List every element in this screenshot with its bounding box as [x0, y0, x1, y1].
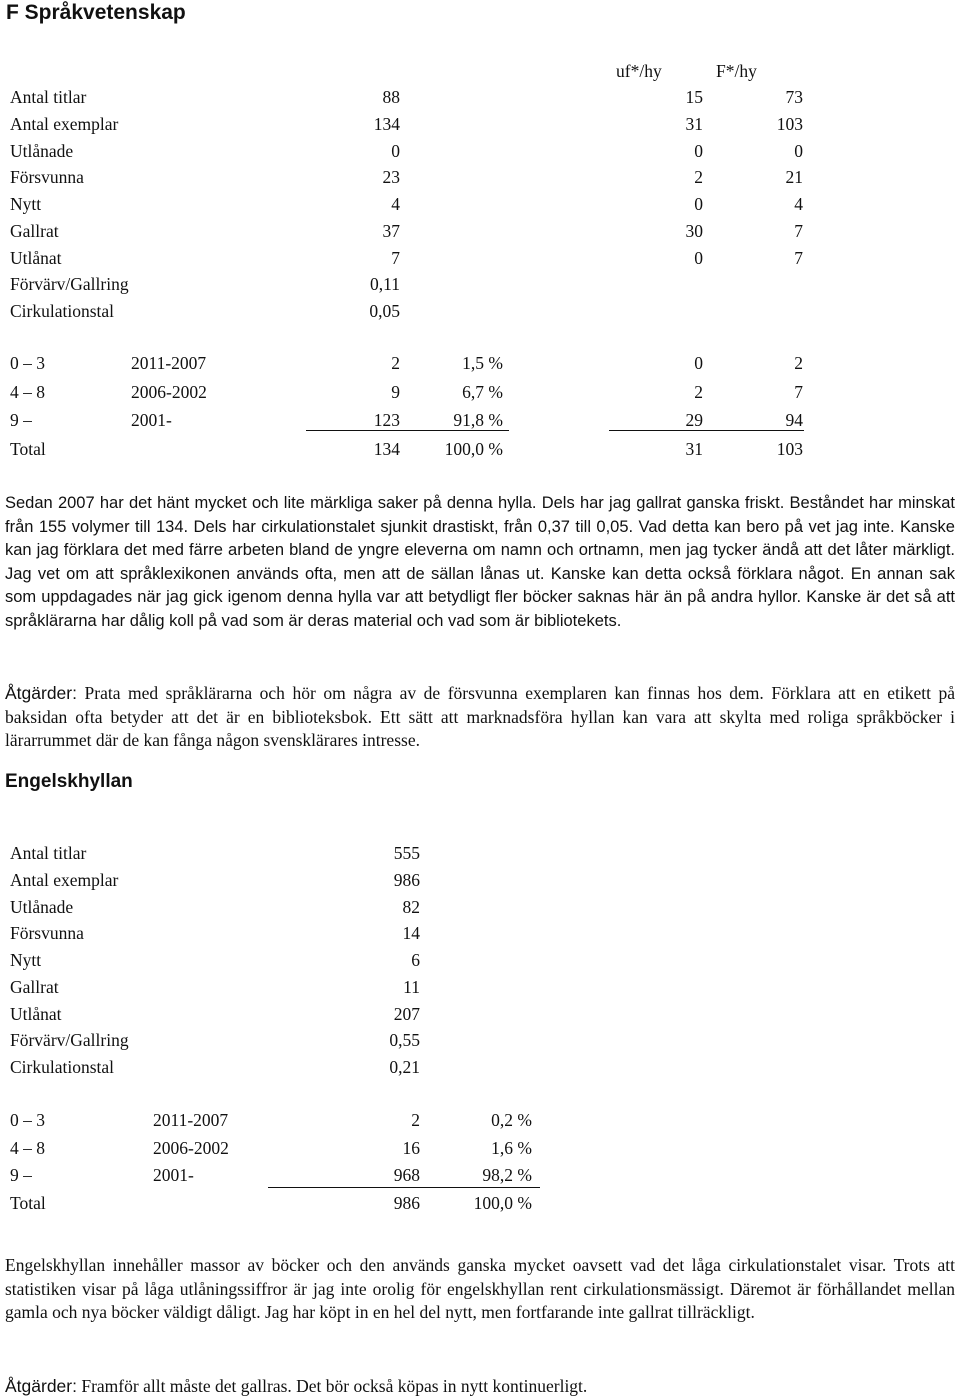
row-label: Antal titlar — [10, 87, 87, 107]
value-total: 14 — [402, 923, 420, 943]
age-range: 9 – — [10, 410, 32, 430]
age-uf: 29 — [685, 410, 703, 430]
age-percent: 91,8 % — [453, 410, 503, 430]
value-f: 73 — [785, 87, 803, 107]
age-percent: 6,7 % — [462, 382, 503, 402]
row-label: Gallrat — [10, 977, 59, 997]
value-uf: 0 — [694, 194, 703, 214]
action-text: Prata med språklärarna och hör om några av de försvunna exemplaren kan finnas hos dem. Förklara att en etikett på baksidan ofta betyder att det är en biblioteksbok. Ett sätt att marknadsföra hyllan kan vara att skylta med roliga språkböcker i lärarrummet där de kan fånga någon svensklärares intresse. — [5, 683, 955, 750]
value-total: 555 — [393, 843, 420, 863]
age-years: 2011-2007 — [153, 1110, 229, 1130]
row-label: Gallrat — [10, 221, 59, 241]
row-label: Utlånade — [10, 141, 74, 161]
value-total: 11 — [403, 977, 420, 997]
section-title: Engelskhyllan — [5, 771, 133, 792]
action-paragraph — [5, 682, 955, 753]
value-total: 0,55 — [389, 1030, 420, 1050]
column-header-uf: uf*/hy — [616, 61, 662, 81]
value-total: 6 — [411, 950, 420, 970]
age-percent: 1,6 % — [491, 1138, 532, 1158]
action-text: Framför allt måste det gallras. Det bör också köpas in nytt kontinuerligt. — [76, 1376, 588, 1396]
value-total: 134 — [373, 114, 400, 134]
row-label: Utlånade — [10, 897, 74, 917]
value-uf: 30 — [685, 221, 703, 241]
age-count: 9 — [391, 382, 400, 402]
sum-rule — [268, 1187, 540, 1188]
age-count: 2 — [391, 353, 400, 373]
row-label: Utlånat — [10, 248, 62, 268]
row-label: Förvärv/Gallring — [10, 1030, 129, 1050]
row-label: Antal exemplar — [10, 870, 119, 890]
age-range: 0 – 3 — [10, 353, 45, 373]
age-uf: 2 — [694, 382, 703, 402]
value-f: 21 — [785, 167, 803, 187]
column-header-f: F*/hy — [716, 61, 757, 81]
age-count: 968 — [393, 1165, 420, 1185]
value-uf: 2 — [694, 167, 703, 187]
body-paragraph: Engelskhyllan innehåller massor av böcker och den används ganska mycket oavsett vad det låga cirkulationstalet visar. Trots att statistiken visar på låga utlåningssiffror är jag inte orolig för engelskhyllan rent cirkulationsmässigt. Däremot är förhållandet mellan gamla och nya böcker väldigt dåligt. Jag har köpt in en hel del nytt, men fortfarande inte gallrat tillräckligt. — [5, 1255, 955, 1322]
value-total: 0,05 — [369, 301, 400, 321]
age-f: 103 — [776, 439, 803, 459]
age-years: 2006-2002 — [131, 382, 207, 402]
row-label: Antal exemplar — [10, 114, 119, 134]
age-percent: 1,5 % — [462, 353, 503, 373]
age-percent: 100,0 % — [473, 1193, 532, 1213]
age-years: 2001- — [131, 410, 172, 430]
age-f: 7 — [794, 382, 803, 402]
age-uf: 31 — [685, 439, 703, 459]
age-count: 123 — [373, 410, 400, 430]
action-label: Åtgärder: — [5, 1376, 77, 1396]
age-percent: 0,2 % — [491, 1110, 532, 1130]
age-range: 4 – 8 — [10, 1138, 45, 1158]
age-count: 986 — [393, 1193, 420, 1213]
age-count: 2 — [411, 1110, 420, 1130]
value-uf: 0 — [694, 141, 703, 161]
value-total: 23 — [382, 167, 400, 187]
value-f: 0 — [794, 141, 803, 161]
age-f: 94 — [785, 410, 803, 430]
age-count: 16 — [402, 1138, 420, 1158]
value-f: 7 — [794, 248, 803, 268]
value-f: 4 — [794, 194, 803, 214]
age-years: 2006-2002 — [153, 1138, 229, 1158]
row-label: Utlånat — [10, 1004, 62, 1024]
body-paragraph: Sedan 2007 har det hänt mycket och lite märkliga saker på denna hylla. Dels har jag gallrat ganska friskt. Beståndet har minskat från 155 volymer till 134. Dels har cirkulationstalet sjunkit drastiskt, från 0,37 till 0,05. Vad detta kan bero på vet jag inte. Kanske kan jag förklara det med färre arbeten bland de yngre eleverna om namn och ortnamn, men jag tycker ändå att det låter märkligt. Jag vet om att språklexikonen används ofta, men att de sällan lånas ut. Kanske kan detta också förklara något. En annan sak som uppdagades när jag gick igenom denna hylla var att betydligt fler böcker saknas här än på andra hyllor. Kanske är det så att språklärarna har dålig koll på vad som är deras material och vad som är bibliotekets. — [5, 494, 955, 630]
row-label: Förvärv/Gallring — [10, 274, 129, 294]
age-count: 134 — [373, 439, 400, 459]
value-total: 0,11 — [370, 274, 400, 294]
value-f: 7 — [794, 221, 803, 241]
section-title: F Språkvetenskap — [6, 1, 186, 24]
age-percent: 98,2 % — [482, 1165, 532, 1185]
action-label: Åtgärder: — [5, 683, 77, 703]
row-label: Antal titlar — [10, 843, 87, 863]
sum-rule — [609, 430, 804, 431]
sum-rule — [306, 430, 509, 431]
age-years: 2011-2007 — [131, 353, 207, 373]
age-range: Total — [10, 439, 46, 459]
row-label: Cirkulationstal — [10, 301, 115, 321]
row-label: Cirkulationstal — [10, 1057, 115, 1077]
row-label: Försvunna — [10, 923, 84, 943]
age-percent: 100,0 % — [444, 439, 503, 459]
value-uf: 31 — [685, 114, 703, 134]
row-label: Försvunna — [10, 167, 84, 187]
action-paragraph — [5, 1375, 955, 1399]
value-total: 207 — [393, 1004, 420, 1024]
value-total: 0 — [391, 141, 400, 161]
value-f: 103 — [776, 114, 803, 134]
age-f: 2 — [794, 353, 803, 373]
age-range: Total — [10, 1193, 46, 1213]
value-total: 82 — [402, 897, 420, 917]
age-range: 9 – — [10, 1165, 32, 1185]
value-total: 986 — [393, 870, 420, 890]
value-uf: 0 — [694, 248, 703, 268]
value-total: 7 — [391, 248, 400, 268]
value-total: 0,21 — [389, 1057, 420, 1077]
age-range: 0 – 3 — [10, 1110, 45, 1130]
value-total: 37 — [382, 221, 400, 241]
value-total: 88 — [382, 87, 400, 107]
age-range: 4 – 8 — [10, 382, 45, 402]
age-uf: 0 — [694, 353, 703, 373]
row-label: Nytt — [10, 194, 42, 214]
value-total: 4 — [391, 194, 400, 214]
value-uf: 15 — [685, 87, 703, 107]
row-label: Nytt — [10, 950, 42, 970]
age-years: 2001- — [153, 1165, 194, 1185]
